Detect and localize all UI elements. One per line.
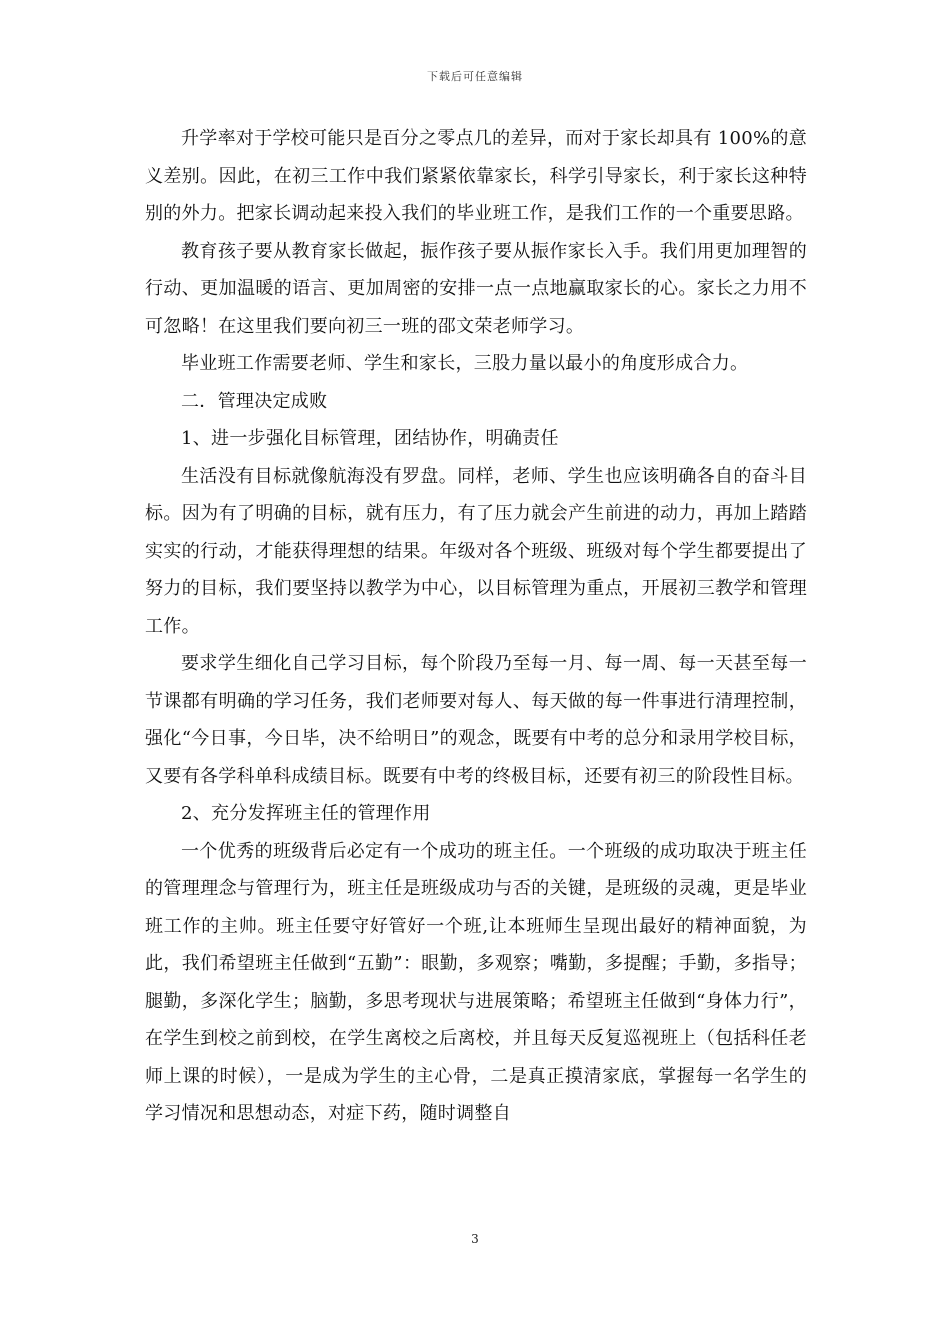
paragraph: 生活没有目标就像航海没有罗盘。同样，老师、学生也应该明确各自的奋斗目标。因为有了明确的目标，就有压力，有了压力就会产生前进的动力，再加上踏踏实实的行动，才能获得理想的结果。年级对各个班级、班级对每个学生都要提出了努力的目标，我们要坚持以教学为中心，以目标管理为重点，开展初三教学和管理工作。 [145,465,807,637]
paragraph: 要求学生细化自己学习目标，每个阶段乃至每一月、每一周、每一天甚至每一节课都有明确的学习任务，我们老师要对每人、每天做的每一件事进行清理控制，强化“今日事，今日毕，决不给明日”的观念，既要有中考的总分和录用学校目标，又要有各学科单科成绩目标。既要有中考的终极目标，还要有初三的阶段性目标。 [145,653,807,787]
subsection-heading: 1、进一步强化目标管理，团结协作，明确责任 [181,428,559,449]
subsection-heading: 2、充分发挥班主任的管理作用 [181,803,431,824]
section-heading: 二．管理决定成败 [181,390,328,412]
paragraph: 教育孩子要从教育家长做起，振作孩子要从振作家长入手。我们用更加理智的行动、更加温暖的语言、更加周密的安排一点一点地赢取家长的心。家长之力用不可忽略！在这里我们要向初三一班的邵文荣老师学习。 [145,240,807,337]
paragraph: 一个优秀的班级背后必定有一个成功的班主任。一个班级的成功取决于班主任的管理理念与管理行为，班主任是班级成功与否的关键，是班级的灵魂，更是毕业班工作的主帅。班主任要守好管好一个班,让本班师生呈现出最好的精神面貌，为此，我们希望班主任做到“五勤”：眼勤，多观察；嘴勤，多提醒；手勤，多指导；腿勤，多深化学生；脑勤，多思考现状与进展策略；希望班主任做到“身体力行”，在学生到校之前到校，在学生离校之后离校，并且每天反复巡视班上（包括科任老师上课的时候），一是成为学生的主心骨，二是真正摸清家底，掌握每一名学生的学习情况和思想动态，对症下药，随时调整自 [145,840,807,1124]
paragraph: 升学率对于学校可能只是百分之零点几的差异，而对于家长却具有 100%的意义差别。因此，在初三工作中我们紧紧依靠家长，科学引导家长，利于家长这种特别的外力。把家长调动起来投入我们的毕业班工作，是我们工作的一个重要思路。 [145,128,807,224]
document-body [145,120,807,1133]
paragraph: 毕业班工作需要老师、学生和家长，三股力量以最小的角度形成合力。 [181,353,749,374]
page-number: 3 [471,1232,479,1246]
page-header: 下载后可任意编辑 [427,70,523,83]
